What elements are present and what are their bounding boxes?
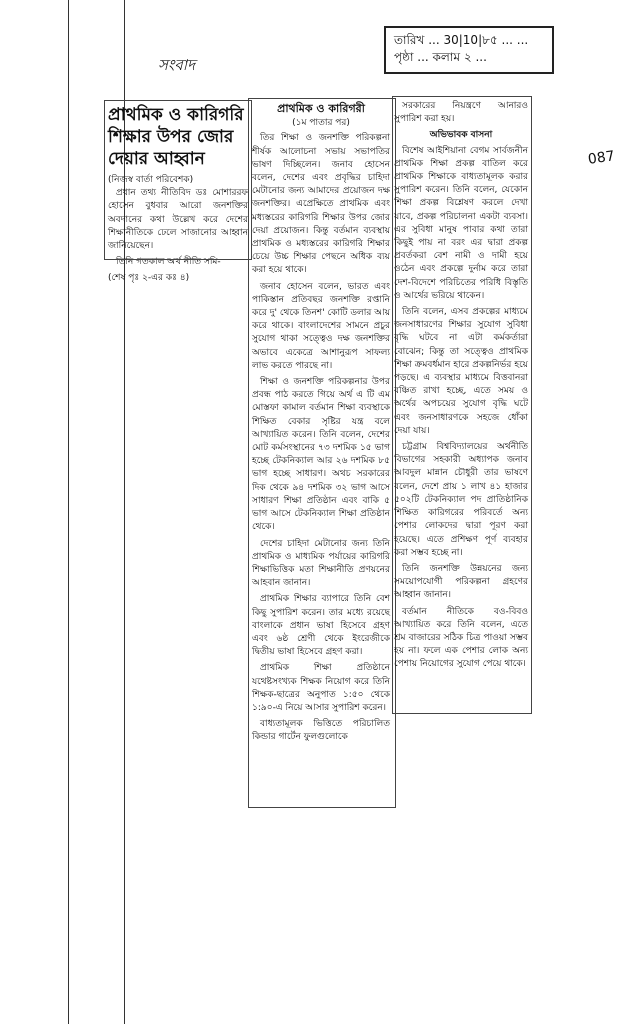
page-number: 087 — [587, 148, 616, 168]
paragraph: তির শিক্ষা ও জনশক্তি পরিকল্পনা শীর্ষক আলোচনা সভায় সভাপতির ভাষণ দিচ্ছিলেন। জনাব হোসেন বলেন, দেশের এবং প্রবৃদ্ধির চাহিদা মেটানোর জন্য আমাদের প্রয়োজন দক্ষ জনশক্তির। এপ্রেক্ষিতে প্রাথমিক এবং মধ্যস্তরের কারিগরি শিক্ষার উপর জোর দেয়া প্রয়োজন। কিন্তু বর্তমান ব্যবস্থায় প্রাথমিক ও মধ্যস্তরের কারিগরি শিক্ষার চেয়ে উচ্চ শিক্ষার পেছনে অধিক ব্যয় করা হয়ে থাকে। — [252, 133, 390, 276]
paragraph: বিশেষ আইশিয়ানা বেগম সার্বজনীন প্রাথমিক শিক্ষা প্রকল্প বাতিল করে প্রাথমিক শিক্ষাকে বাধ্যতামূলক করার সুপারিশ করেন। তিনি বলেন, যেকোন শিক্ষা প্রকল্প বিশ্লেষণ করলে দেখা যাবে, প্রকল্প পরিচালনা একটা ব্যবসা। এর সুবিধা মানুষ পাবার কথা তারা কিছুই পায় না বরং এর দ্বারা প্রকল্প প্রবর্তকরা বেশ নামী ও দামী হয়ে ওঠেন এবং প্রকল্পে দুর্নাম করে তারা দেশ-বিদেশে পরিচিতের পরিধি বিস্তৃতি ও আর্থের ভরিয়ে থাকেন। — [394, 145, 528, 301]
stamp-column-label: কলাম — [432, 50, 461, 64]
paragraph: তিনি জনশক্তি উন্নয়নের জন্য সময়োপযোগী পরিকল্পনা গ্রহণের আহ্বান জানান। — [394, 563, 528, 601]
paragraph: তিনি বলেন, এসব প্রকল্পের মাধ্যমে জনসাধারণের শিক্ষার সুযোগ সুবিধা বৃদ্ধি ঘটবে না এটা কর্মকর্তারা বোঝেন; কিন্তু তা সত্ত্বেও প্রাথমিক শিক্ষা ক্রমবর্ধমান হারে প্রকল্পনির্ভর হয়ে পড়ছে। এ ব্যবস্থার মাধ্যমে বিত্তবানরা বঞ্চিত রাখা হচ্ছে, এতে সময় ও অর্থের অপচয়ের সুযোগ বৃদ্ধি ঘটে এবং জনসাধারণকে সহজে ধোঁকা দেয়া যায়। — [394, 307, 528, 436]
paragraph: বাধ্যতামূলক ভিত্তিতে পরিচালিত কিন্ডার গার্টেন ফুলগুলোকে — [252, 719, 390, 743]
headline: প্রাথমিক ও কারিগরি শিক্ষার উপর জোর দেয়ার আহ্বান — [108, 105, 244, 169]
paragraph: চট্টগ্রাম বিশ্ববিদ্যালয়ের অর্থনীতি বিভাগের সহকারী অধ্যাপক জনাব আবদুল মান্নান চৌধুরী তার ভাষণে বলেন, দেশে প্রায় ১ লাখ ৪১ হাজার ৫০২টি টেকনিক্যাল পদ প্রাতিষ্ঠানিক শিক্ষিত কারিগরের পরিবর্তে অন্য পেশার লোকদের দ্বারা পূরণ করা হয়েছে। এতে প্রশিক্ষণ পূর্ণ ব্যবহার করা সম্ভব হচ্ছে না। — [394, 442, 528, 558]
date-stamp — [384, 26, 554, 74]
lead-box-border — [104, 100, 252, 260]
paragraph: প্রাথমিক শিক্ষা প্রতিষ্ঠানে যথেষ্টসংখ্যক শিক্ষক নিয়োগ করে তিনি শিক্ষক-ছাত্রের অনুপাত ১:৫০ থেকে ১:৯০-এ নিয়ে আসার সুপারিশ করেন। — [252, 663, 390, 713]
stamp-page-row: পৃষ্ঠা ... কলাম ২ ... — [394, 50, 487, 64]
stamp-date-label: তারিখ — [394, 33, 425, 47]
newspaper-source: সংবাদ — [158, 56, 195, 74]
stamp-date-value: 30|10|৮৫ — [443, 33, 498, 47]
stamp-date-row: তারিখ ... 30|10|৮৫ ... ... — [394, 33, 529, 47]
lead-paragraph: প্রধান তথ্য নীতিবিদ ডঃ মোশাররফ হোসেন বুধবার আরো জনশক্তির অবদানের কথা উল্লেখ করে দেশের শিক্ষানীতিকে ঢেলে সাজানোর আহ্বান জানিয়েছেন। — [108, 188, 248, 252]
stamp-column-value: ২ — [463, 50, 472, 64]
subheading: অভিভাবক বাসনা — [429, 130, 493, 141]
paragraph: জনাব হোসেন বলেন, ভারত এবং পাকিস্তান প্রতিবছর জনশক্তি রপ্তানি করে দু' থেকে তিনশ' কোটি ডলার আয় করে থাকে। বাংলাদেশের সামনে প্রচুর সুযোগ থাকা সত্ত্বেও দক্ষ জনশক্তির অভাবে একেত্রে আশানুরূপ সাফল্য লাভ করতে পারছে না। — [252, 281, 390, 371]
paragraph: বর্তমান নীতিকে বও-বিবও আখ্যায়িত করে তিনি বলেন, এতে শ্রম বাজারের সঠিক চিত্র পাওয়া সম্ভব হয় না। ফলে এক পেশার লোক অন্য পেশায় নিয়োগের সুযোগ পেয়ে থাকে। — [394, 606, 528, 670]
jump-line: (শেষ পৃঃ ২-এর কঃ ৪) — [108, 273, 190, 284]
continued-from: (১ম পাতার পর) — [292, 118, 350, 129]
byline: (নিজস্ব বার্তা পরিবেশক) — [108, 175, 194, 185]
continued-title: প্রাথমিক ও কারিগরী — [277, 102, 365, 115]
stamp-page-label: পৃষ্ঠা — [394, 50, 414, 64]
lead-paragraph-2: তিনি গতকাল অর্থ নীতি সমি- — [116, 257, 221, 268]
continued-box-border — [248, 98, 396, 808]
margin-line-left — [68, 0, 69, 1024]
paragraph: সরকারের নিয়ন্ত্রণে আনারও সুপারিশ করা হয়। — [394, 101, 528, 125]
paragraph: প্রাথমিক শিক্ষার ব্যাপারে তিনি বেশ কিছু সুপারিশ করেন। তার মধ্যে রয়েছে বাংলাকে প্রধান ভাষা হিসেবে গ্রহণ এবং ৬ষ্ঠ শ্রেণী থেকে ইংরেজীকে দ্বিতীয় ভাষা হিসেবে গ্রহণ করা। — [252, 594, 390, 658]
third-box-border — [392, 96, 532, 714]
paragraph: শিক্ষা ও জনশক্তি পরিকল্পনার উপর প্রবন্ধ পাঠ করতে গিয়ে অর্থ এ টি এম মোস্তফা কামাল বর্তমান শিক্ষা ব্যবস্থাকে শিক্ষিত বেকার সৃষ্টির যন্ত্র বলে আখ্যায়িত করেন। তিনি বলেন, দেশের মোট কর্মসংস্থানের ৭৩ দশমিক ১৫ ভাগ হচ্ছে টেকনিক্যাল আর ২৬ দশমিক ৮৫ ভাগ হচ্ছে সাধারণ। অথচ সরকারের দিক থেকে ৯৪ দশমিক ৩২ ভাগ আসে সাধারণ শিক্ষা প্রতিষ্ঠান এবং বাকি ৫ ভাগ আসে টেকনিক্যাল শিক্ষা প্রতিষ্ঠান থেকে। — [252, 377, 390, 533]
paragraph: দেশের চাহিদা মেটানোর জন্য তিনি প্রাথমিক ও মাধ্যমিক পর্যায়ের কারিগরি শিক্ষাভিত্তিক মতা শিক্ষানীতি প্রণয়নের আহবান জানান। — [252, 538, 390, 589]
